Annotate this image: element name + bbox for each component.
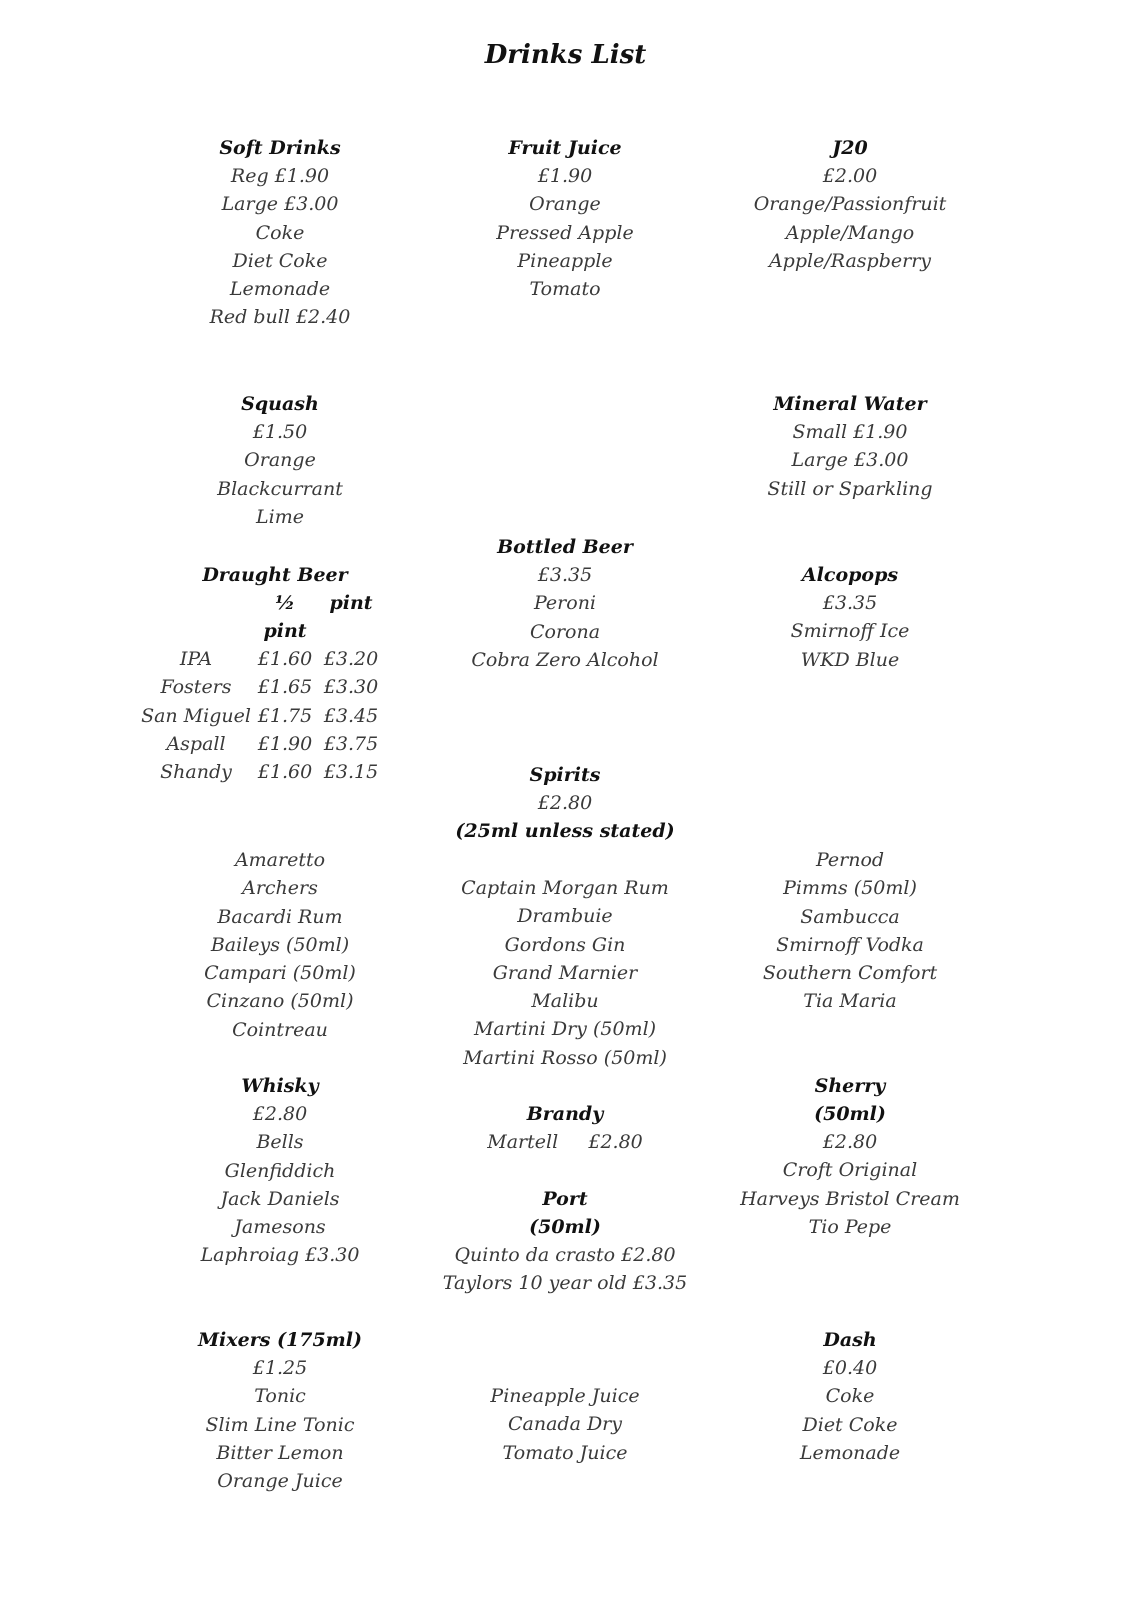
list-item: Tomato bbox=[529, 278, 601, 301]
section-heading: Sherry bbox=[814, 1075, 886, 1097]
list-item: Reg £1.90 bbox=[230, 165, 330, 187]
section-fruit-juice bbox=[496, 134, 633, 303]
section-heading: Spirits bbox=[529, 764, 601, 786]
table-row bbox=[140, 645, 410, 673]
list-item: Orange bbox=[244, 449, 316, 472]
pint-price: £3.15 bbox=[323, 761, 379, 784]
beer-name: San Miguel bbox=[141, 704, 251, 727]
list-item: Pineapple bbox=[517, 249, 613, 272]
half-pint-price: £1.60 bbox=[257, 648, 313, 670]
pint-price: £3.20 bbox=[323, 648, 379, 670]
beer-name: IPA bbox=[179, 648, 213, 670]
list-item: Orange Juice bbox=[217, 1470, 343, 1493]
list-item: Orange/Passionfruit bbox=[753, 193, 947, 216]
spirits-note: (25ml unless stated) bbox=[455, 820, 675, 843]
section-heading: Squash bbox=[241, 393, 319, 415]
beer-name: Shandy bbox=[160, 761, 232, 784]
list-item: Lemonade bbox=[229, 278, 331, 301]
section-heading: Mineral Water bbox=[773, 393, 927, 415]
list-item: Pineapple Juice bbox=[490, 1385, 640, 1407]
table-header bbox=[140, 589, 410, 645]
section-soft-drinks bbox=[210, 134, 351, 332]
list-item: Jack Daniels bbox=[220, 1187, 340, 1210]
section-bottled-beer bbox=[471, 533, 658, 674]
list-item: £1.25 bbox=[252, 1357, 308, 1379]
list-item: Glenfiddich bbox=[224, 1159, 336, 1182]
list-item: Captain Morgan Rum bbox=[461, 877, 669, 899]
section-dash bbox=[800, 1326, 900, 1467]
section-heading: Fruit Juice bbox=[508, 137, 622, 159]
list-item: Quinto da crasto £2.80 bbox=[454, 1244, 676, 1266]
list-item: Malibu bbox=[531, 990, 599, 1013]
page-title: Drinks List bbox=[484, 40, 647, 70]
half-pint-price: £1.60 bbox=[257, 761, 313, 784]
section-sherry bbox=[740, 1072, 960, 1241]
section-brandy bbox=[487, 1100, 643, 1156]
section-heading: Soft Drinks bbox=[219, 137, 341, 159]
beer-name: Aspall bbox=[166, 732, 226, 755]
list-item: Lime bbox=[256, 505, 304, 528]
list-item: Pimms (50ml) bbox=[783, 877, 917, 900]
section-heading: Alcopops bbox=[801, 564, 899, 586]
list-item: Smirnoff Vodka bbox=[776, 933, 924, 956]
list-item: Gordons Gin bbox=[504, 933, 626, 956]
table-row bbox=[140, 673, 410, 701]
list-item: Bitter Lemon bbox=[216, 1441, 344, 1464]
list-item: Corona bbox=[529, 620, 601, 643]
section-heading: Bottled Beer bbox=[497, 536, 633, 558]
section-heading: Port bbox=[542, 1188, 588, 1210]
list-item: Still or Sparkling bbox=[767, 477, 933, 500]
list-item: Martini Dry (50ml) bbox=[473, 1018, 657, 1041]
port-note: (50ml) bbox=[529, 1216, 601, 1238]
list-item: Croft Original bbox=[782, 1159, 918, 1182]
list-item: Cointreau bbox=[232, 1018, 328, 1041]
section-heading: Draught Beer bbox=[202, 564, 348, 586]
list-item: £1.90 bbox=[537, 165, 593, 187]
spirits-column-2 bbox=[461, 874, 669, 1072]
list-item: Tia Maria bbox=[803, 990, 897, 1013]
list-item: Lemonade bbox=[799, 1441, 901, 1464]
list-item: Cinzano (50ml) bbox=[206, 990, 354, 1013]
list-item: Coke bbox=[255, 221, 305, 244]
list-item: Sambucca bbox=[800, 905, 900, 928]
list-item: Jamesons bbox=[234, 1216, 326, 1239]
section-spirits-header bbox=[455, 761, 674, 845]
table-row bbox=[140, 702, 410, 730]
list-item bbox=[487, 1128, 643, 1156]
list-item: Tio Pepe bbox=[808, 1215, 892, 1238]
list-item: Archers bbox=[242, 877, 318, 900]
list-item: £3.35 bbox=[822, 592, 878, 614]
list-item: Drambuie bbox=[517, 905, 613, 928]
table-row bbox=[140, 758, 410, 786]
list-item: Diet Coke bbox=[232, 249, 328, 272]
half-pint-price: £1.75 bbox=[257, 704, 313, 727]
brandy-price: £2.80 bbox=[588, 1131, 643, 1153]
table-row bbox=[140, 730, 410, 758]
list-item: Southern Comfort bbox=[762, 962, 938, 985]
section-alcopops bbox=[791, 561, 910, 674]
list-item: Smirnoff Ice bbox=[790, 620, 910, 643]
list-item: Martini Rosso (50ml) bbox=[463, 1046, 667, 1069]
list-item: Apple/Mango bbox=[785, 221, 915, 244]
pint-price: £3.30 bbox=[323, 676, 379, 699]
list-item: £2.80 bbox=[822, 1131, 878, 1153]
list-item: Bacardi Rum bbox=[217, 905, 343, 928]
list-item: Pressed Apple bbox=[496, 221, 634, 244]
list-item: Large £3.00 bbox=[791, 449, 909, 472]
spirits-column-3 bbox=[763, 846, 937, 1016]
list-item: Orange bbox=[529, 193, 601, 216]
half-pint-price: £1.90 bbox=[257, 732, 313, 755]
list-item: Grand Marnier bbox=[492, 961, 638, 984]
half-pint-price: £1.65 bbox=[257, 676, 313, 699]
list-item: Campari (50ml) bbox=[204, 962, 356, 985]
list-item: £3.35 bbox=[537, 564, 593, 586]
list-item: Tomato Juice bbox=[502, 1441, 628, 1464]
list-item: Laphroiag £3.30 bbox=[200, 1244, 360, 1267]
list-item: £2.80 bbox=[252, 1103, 308, 1125]
list-item: Baileys (50ml) bbox=[210, 933, 350, 956]
list-item: Peroni bbox=[533, 592, 597, 615]
column-header-pint: pint bbox=[329, 592, 373, 614]
list-item: Bells bbox=[256, 1131, 304, 1154]
list-item: Blackcurrant bbox=[217, 477, 343, 500]
section-squash bbox=[217, 390, 343, 531]
section-heading: Mixers (175ml) bbox=[198, 1329, 362, 1351]
pint-price: £3.45 bbox=[323, 704, 379, 727]
spirits-price: £2.80 bbox=[537, 792, 593, 814]
list-item: Tonic bbox=[254, 1385, 306, 1408]
section-mixers-extra bbox=[490, 1382, 639, 1467]
list-item: £2.00 bbox=[822, 165, 878, 187]
list-item: Diet Coke bbox=[802, 1413, 898, 1436]
column-header-half-pint: ½ pint bbox=[263, 592, 307, 642]
pint-price: £3.75 bbox=[323, 732, 379, 755]
list-item: Coke bbox=[825, 1385, 875, 1408]
list-item: Harveys Bristol Cream bbox=[740, 1187, 960, 1210]
list-item: Slim Line Tonic bbox=[205, 1413, 355, 1436]
list-item: Amaretto bbox=[234, 849, 326, 871]
list-item: Cobra Zero Alcohol bbox=[471, 648, 659, 671]
section-mixers bbox=[198, 1326, 362, 1495]
list-item: Taylors 10 year old £3.35 bbox=[442, 1272, 688, 1295]
list-item: Small £1.90 bbox=[792, 421, 908, 443]
list-item: WKD Blue bbox=[800, 648, 900, 671]
section-mineral-water bbox=[767, 390, 932, 503]
list-item: Apple/Raspberry bbox=[768, 249, 932, 272]
list-item: Pernod bbox=[815, 849, 885, 871]
brandy-name: Martell bbox=[487, 1131, 559, 1153]
section-j20 bbox=[754, 134, 947, 275]
list-item: Canada Dry bbox=[507, 1413, 623, 1436]
sherry-note: (50ml) bbox=[814, 1103, 886, 1125]
section-heading: Brandy bbox=[526, 1103, 604, 1125]
section-draught-beer bbox=[140, 561, 410, 786]
list-item: Large £3.00 bbox=[221, 193, 339, 216]
list-item: Red bull £2.40 bbox=[209, 306, 351, 329]
section-port bbox=[443, 1185, 687, 1298]
section-heading: Whisky bbox=[241, 1075, 319, 1097]
spirits-column-1 bbox=[204, 846, 356, 1044]
list-item: £1.50 bbox=[252, 421, 308, 443]
section-heading: Dash bbox=[823, 1329, 877, 1351]
section-whisky bbox=[201, 1072, 360, 1270]
list-item: £0.40 bbox=[822, 1357, 878, 1379]
beer-name: Fosters bbox=[160, 676, 232, 699]
section-heading: J20 bbox=[832, 137, 868, 159]
